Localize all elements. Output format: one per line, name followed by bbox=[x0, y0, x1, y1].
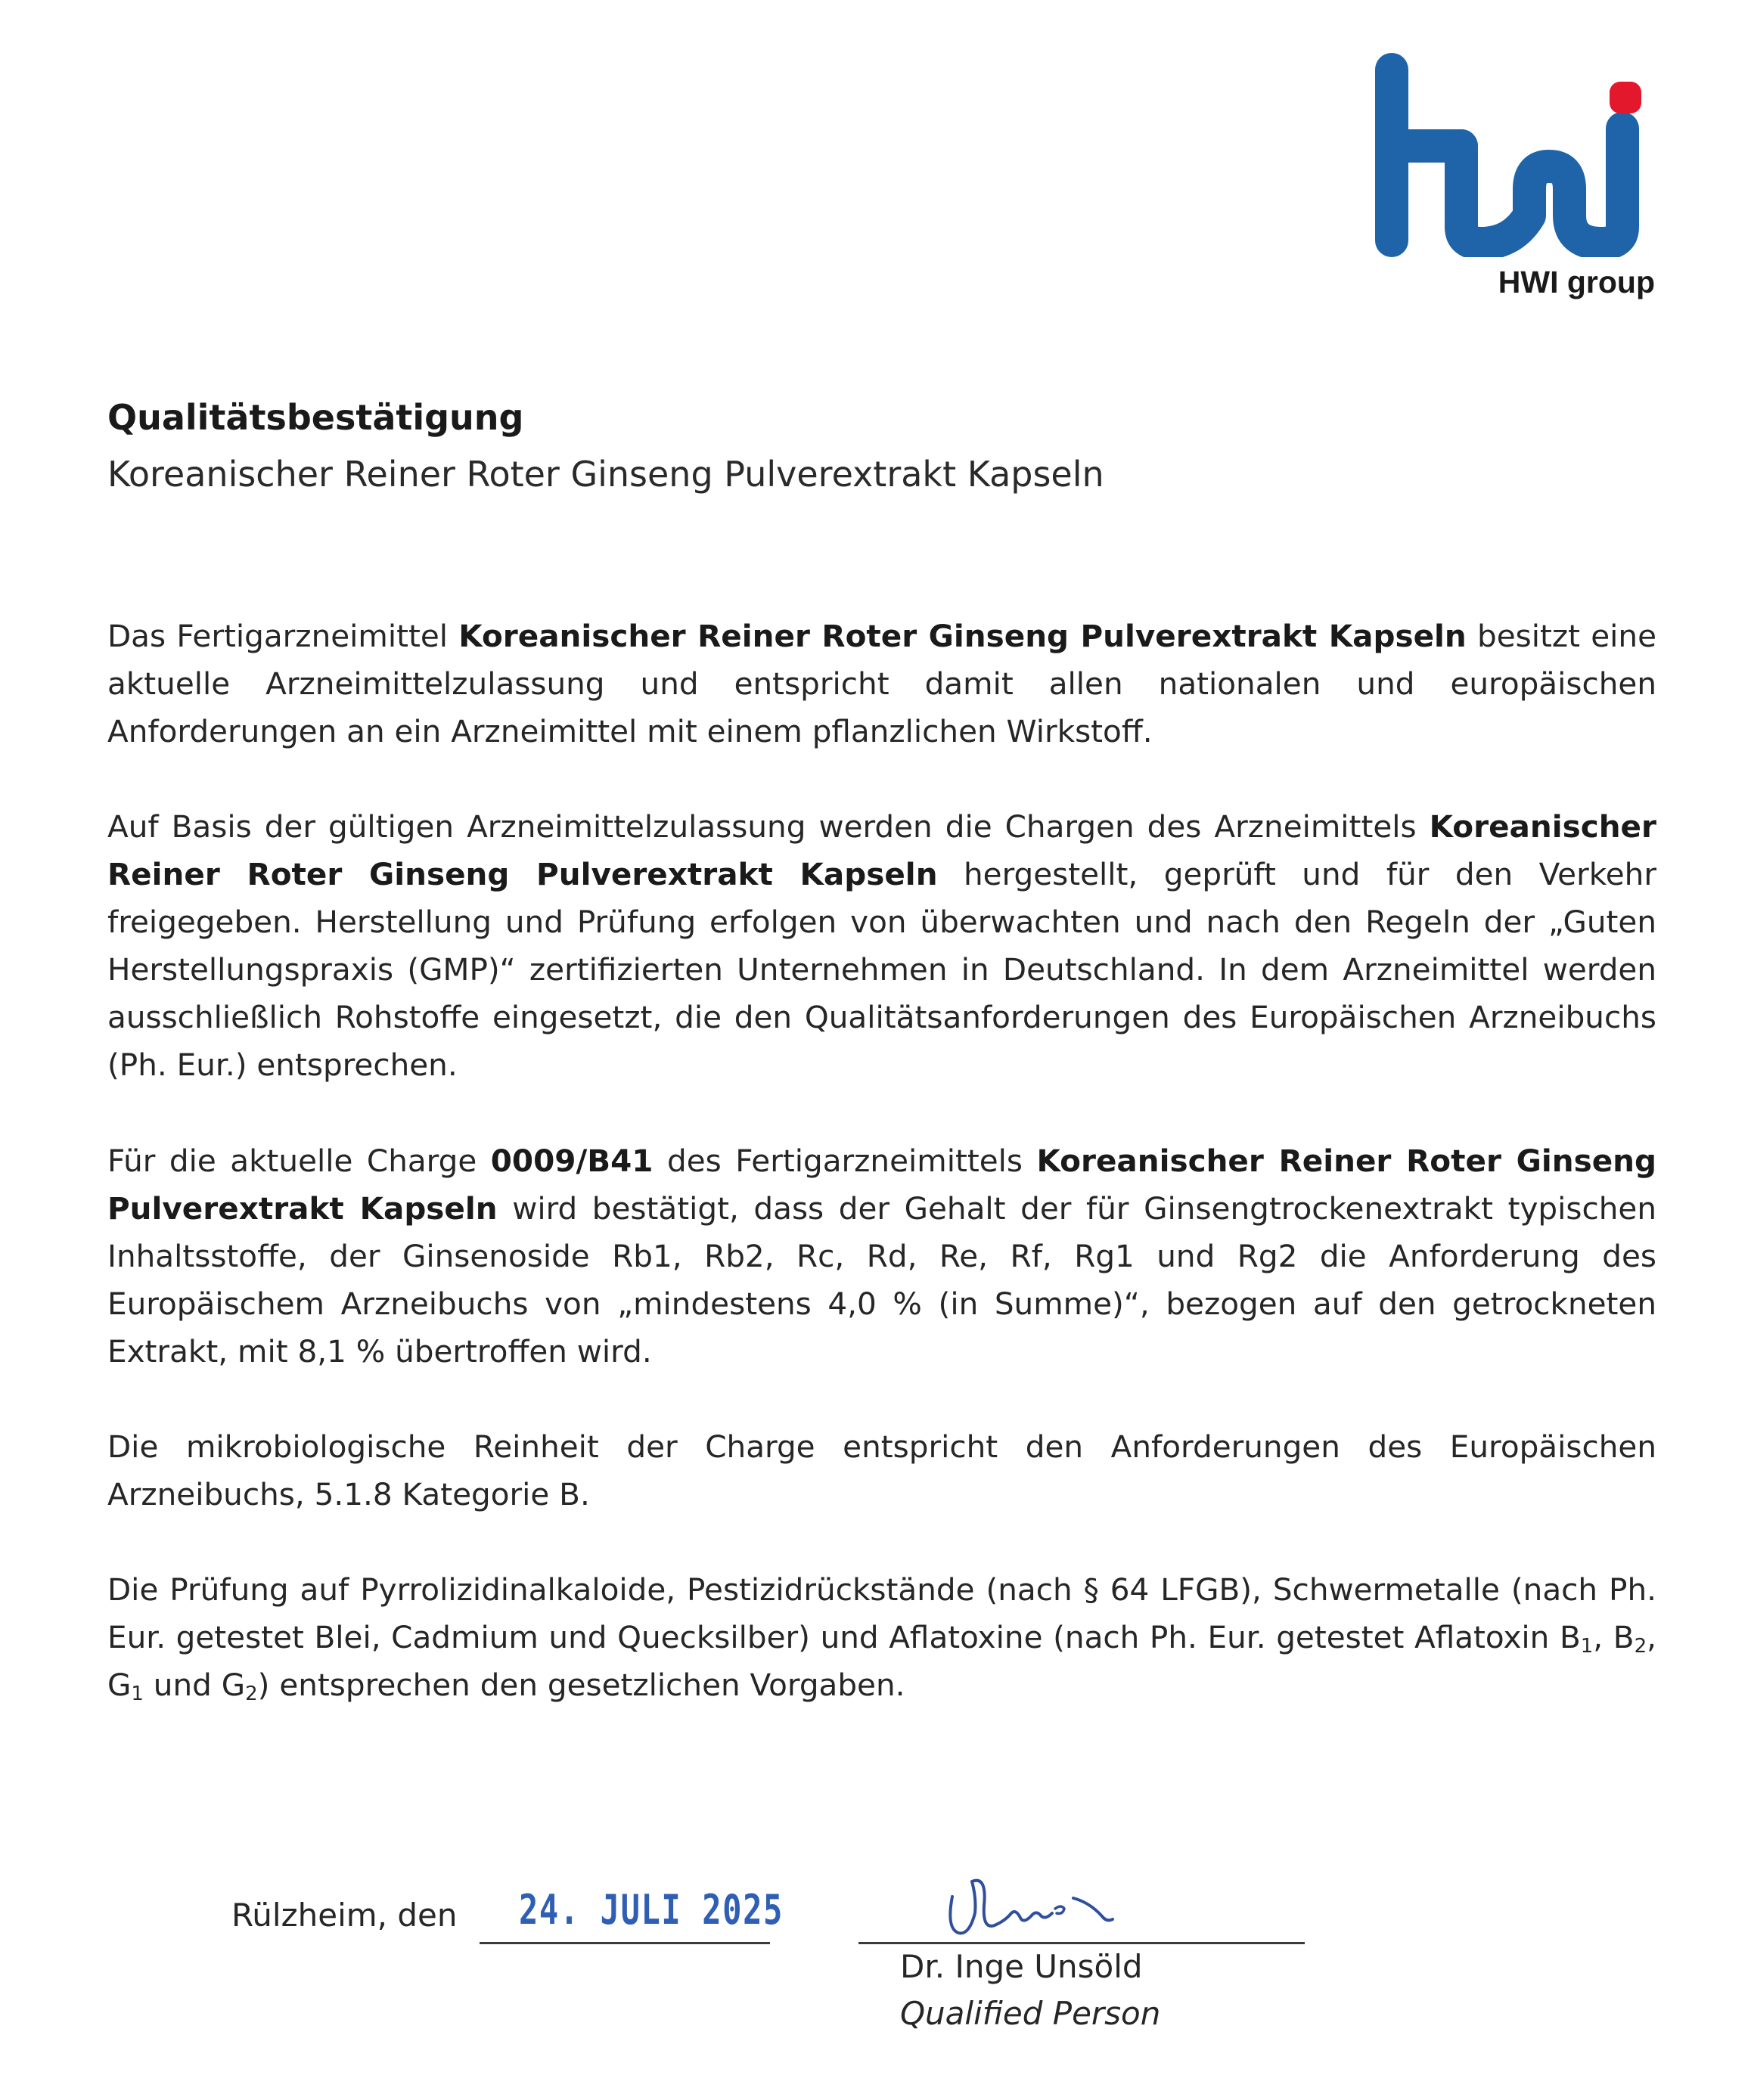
document-title: Qualitätsbestätigung bbox=[107, 397, 524, 438]
p5-sub-2: 2 bbox=[1634, 1635, 1647, 1658]
p5-text-3: , G bbox=[107, 1619, 1656, 1703]
signer-role: Qualified Person bbox=[900, 1995, 1161, 2032]
paragraph-manufacturing bbox=[107, 803, 1656, 1089]
paragraph-marketing-authorization bbox=[107, 613, 1656, 755]
p3-text-before: Für die aktuelle Charge bbox=[107, 1143, 491, 1179]
p1-text-after: besitzt eine aktuelle Arzneimittelzulassung und entspricht damit allen nationalen und europäischen Anforderungen an ein Arzneimittel mit einem pflanzlichen Wirkstoff. bbox=[107, 618, 1657, 749]
paragraph-contaminant-testing bbox=[107, 1566, 1656, 1709]
p5-text-1: Die Prüfung auf Pyrrolizidinalkaloide, Pestizidrückstände (nach § 64 LFGB), Schwermetalle (nach Ph. Eur. getestet Blei, Cadmium und Quecksilber) und Aflatoxine (nach Ph. Eur. getestet Aflatoxin B bbox=[107, 1571, 1656, 1655]
p2-text-before: Auf Basis der gültigen Arzneimittelzulassung werden die Chargen des Arzneimittels bbox=[107, 808, 1430, 845]
hwi-logo-mark bbox=[1361, 53, 1656, 257]
place-label: Rülzheim, den bbox=[231, 1897, 458, 1934]
p3-product-name: Koreanischer Reiner Roter Ginseng Pulverextrakt Kapseln bbox=[107, 1143, 1656, 1227]
signer-name: Dr. Inge Unsöld bbox=[900, 1948, 1143, 1985]
p3-text-after: wird bestätigt, dass der Gehalt der für Ginsengtrockenextrakt typischen Inhaltsstoffe, der Ginsenoside Rb1, Rb2, Rc, Rd, Re, Rf, Rg1 und Rg2 die Anforderung des Europäischem Arzneibuchs von „mindestens 4,0 % (in Summe)“, bezogen auf den getrockneten Extrakt, mit 8,1 % übertroffen wird. bbox=[107, 1190, 1656, 1369]
batch-number: 0009/B41 bbox=[490, 1143, 654, 1179]
p1-text-before: Das Fertigarzneimittel bbox=[107, 618, 459, 654]
handwritten-signature bbox=[942, 1860, 1123, 1946]
p3-text-middle: des Fertigarzneimittels bbox=[653, 1143, 1037, 1179]
p2-text-after: hergestellt, geprüft und für den Verkehr freigegeben. Herstellung und Prüfung erfolgen von überwachten und nach den Regeln der „Guten Herstellungspraxis (GMP)“ zertifizierten Unternehmen in Deutschland. In dem Arzneimittel werden ausschließlich Rohstoffe eingesetzt, die den Qualitätsanforderungen des Europäischen Arzneibuchs (Ph. Eur.) entsprechen. bbox=[107, 856, 1657, 1083]
p5-text-5: ) entsprechen den gesetzlichen Vorgaben. bbox=[257, 1667, 905, 1703]
p5-sub-3: 1 bbox=[131, 1683, 144, 1705]
p2-product-name: Koreanischer Reiner Roter Ginseng Pulverextrakt Kapseln bbox=[107, 808, 1656, 892]
p5-sub-1: 1 bbox=[1580, 1635, 1594, 1658]
date-stamp: 24. JULI 2025 bbox=[519, 1886, 784, 1934]
p5-text-4: und G bbox=[143, 1667, 246, 1703]
date-line bbox=[480, 1942, 770, 1944]
p5-text-2: , B bbox=[1593, 1619, 1635, 1655]
paragraph-batch-content bbox=[107, 1137, 1656, 1376]
p5-sub-4: 2 bbox=[245, 1683, 258, 1705]
logo-wordmark: HWI group bbox=[1498, 265, 1655, 299]
signature-line bbox=[858, 1942, 1305, 1944]
p1-product-name: Koreanischer Reiner Roter Ginseng Pulverextrakt Kapseln bbox=[458, 618, 1467, 654]
hwi-logo bbox=[1361, 53, 1656, 314]
document-subtitle: Koreanischer Reiner Roter Ginseng Pulverextrakt Kapseln bbox=[107, 454, 1104, 495]
paragraph-microbiology: Die mikrobiologische Reinheit der Charge entspricht den Anforderungen des Europäischen Arzneibuchs, 5.1.8 Kategorie B. bbox=[107, 1428, 1656, 1512]
